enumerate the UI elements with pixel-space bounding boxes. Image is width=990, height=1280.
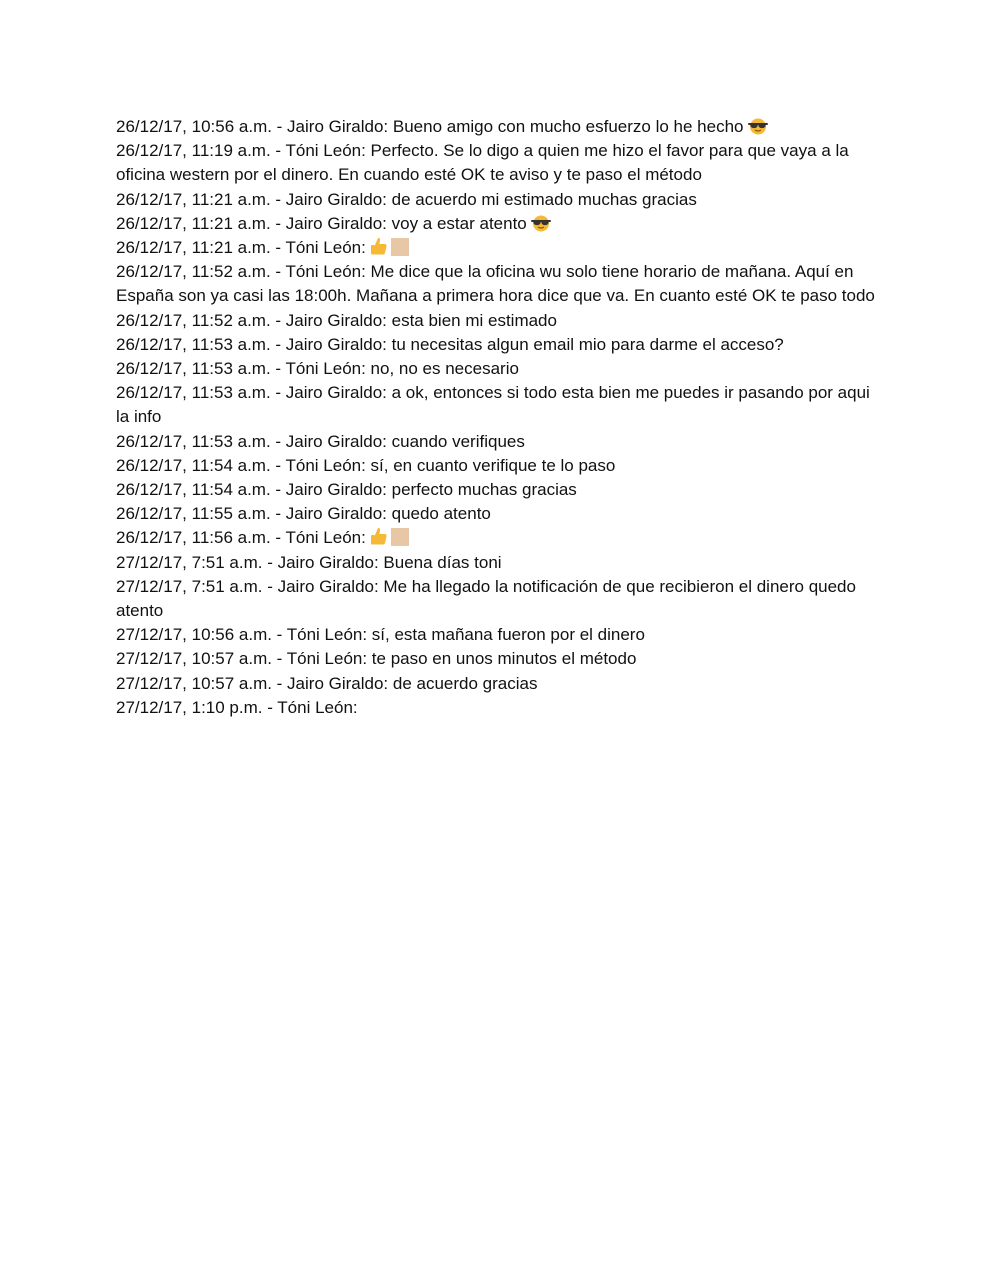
message-line: 26/12/17, 11:54 a.m. - Tóni León: sí, en cuanto verifique te lo paso [116, 455, 616, 475]
message-line: 26/12/17, 11:52 a.m. - Jairo Giraldo: esta bien mi estimado [116, 310, 557, 330]
message-line: 26/12/17, 11:54 a.m. - Jairo Giraldo: perfecto muchas gracias [116, 480, 577, 500]
sunglasses-emoji-icon [530, 214, 552, 232]
message-line: 26/12/17, 11:53 a.m. - Jairo Giraldo: tu necesitas algun email mio para darme el acceso? [116, 334, 784, 354]
message-line: 26/12/17, 11:53 a.m. - Jairo Giraldo: cuando verifiques [116, 431, 525, 451]
message-line: 26/12/17, 11:56 a.m. - Tóni León: [116, 526, 876, 550]
message-line: 26/12/17, 11:21 a.m. - Jairo Giraldo: voy a estar atento [116, 212, 876, 236]
message-line: 26/12/17, 11:53 a.m. - Tóni León: no, no es necesario [116, 359, 519, 379]
sunglasses-emoji-icon [747, 117, 769, 135]
message-line: 27/12/17, 10:57 a.m. - Tóni León: te paso en unos minutos el método [116, 649, 637, 669]
message-line: 26/12/17, 11:53 a.m. - Jairo Giraldo: a ok, entonces si todo esta bien me puedes ir pasando por aqui la info [116, 383, 870, 427]
message-line: 26/12/17, 11:19 a.m. - Tóni León: Perfecto. Se lo digo a quien me hizo el favor para que vaya a la oficina western por el dinero. En cuando esté OK te aviso y te paso el método [116, 141, 849, 185]
chat-transcript [116, 115, 876, 720]
skin-tone-modifier-icon [391, 528, 409, 546]
message-line: 26/12/17, 11:21 a.m. - Jairo Giraldo: de acuerdo mi estimado muchas gracias [116, 189, 697, 209]
message-line: 26/12/17, 11:52 a.m. - Tóni León: Me dice que la oficina wu solo tiene horario de mañana. Aquí en España son ya casi las 18:00h. Mañana a primera hora dice que va. En cuanto esté OK te paso todo [116, 262, 875, 306]
message-line: 27/12/17, 10:56 a.m. - Tóni León: sí, esta mañana fueron por el dinero [116, 625, 645, 645]
message-line: 27/12/17, 10:57 a.m. - Jairo Giraldo: de acuerdo gracias [116, 673, 538, 693]
message-line: 27/12/17, 1:10 p.m. - Tóni León: [116, 697, 358, 717]
message-line: 26/12/17, 11:21 a.m. - Tóni León: [116, 236, 876, 260]
thumbs-up-emoji-icon [369, 236, 389, 256]
skin-tone-modifier-icon [391, 238, 409, 256]
message-line: 27/12/17, 7:51 a.m. - Jairo Giraldo: Me ha llegado la notificación de que recibieron el dinero quedo atento [116, 576, 856, 621]
thumbs-up-emoji-icon [369, 526, 389, 546]
message-line: 26/12/17, 10:56 a.m. - Jairo Giraldo: Bueno amigo con mucho esfuerzo lo he hecho [116, 115, 876, 139]
message-line: 26/12/17, 11:55 a.m. - Jairo Giraldo: quedo atento [116, 504, 491, 524]
message-line: 27/12/17, 7:51 a.m. - Jairo Giraldo: Buena días toni [116, 552, 502, 572]
